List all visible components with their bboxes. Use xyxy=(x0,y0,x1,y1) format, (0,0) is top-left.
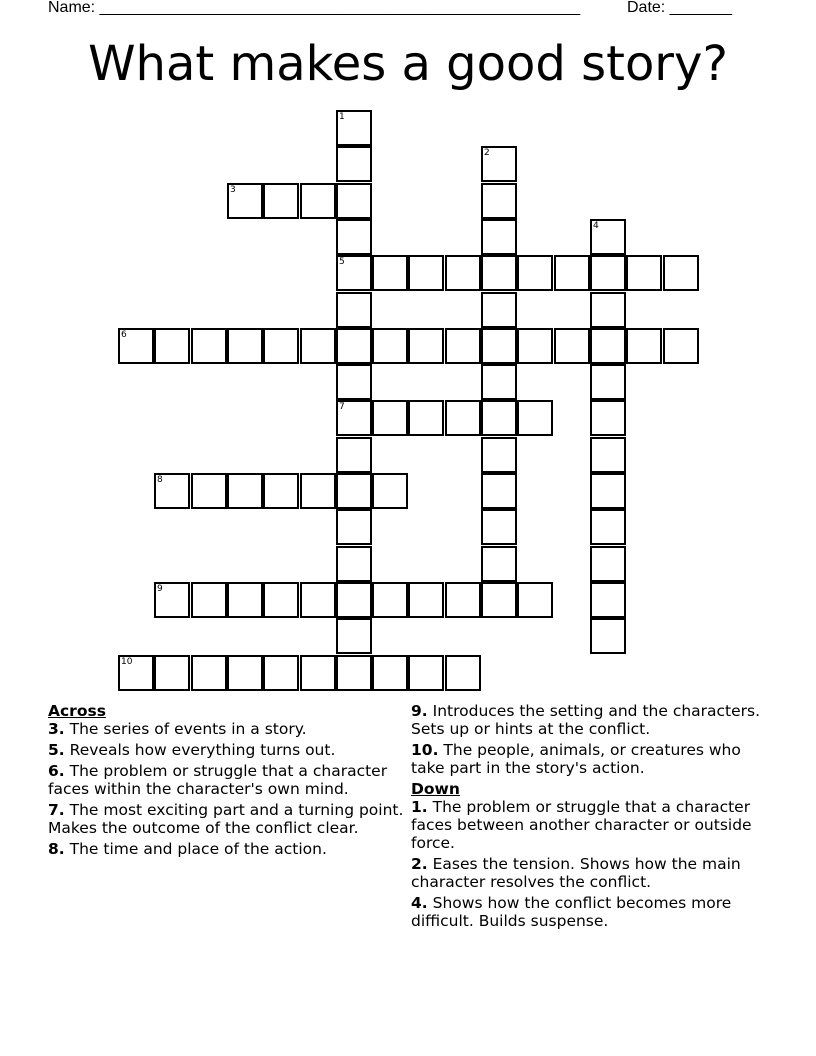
clue-number-label: 5 xyxy=(339,257,345,267)
crossword-cell[interactable] xyxy=(372,400,408,436)
crossword-cell[interactable] xyxy=(663,255,699,291)
crossword-cell[interactable] xyxy=(590,255,626,291)
crossword-cell[interactable] xyxy=(481,364,517,400)
crossword-cell[interactable] xyxy=(408,328,444,364)
crossword-cell[interactable] xyxy=(517,328,553,364)
clue-number: 8. xyxy=(48,840,65,858)
crossword-cell[interactable] xyxy=(372,582,408,618)
clue-text: Reveals how everything turns out. xyxy=(69,741,336,759)
crossword-cell[interactable] xyxy=(481,183,517,219)
crossword-cell[interactable] xyxy=(191,582,227,618)
crossword-cell[interactable] xyxy=(626,328,662,364)
clue-number-label: 4 xyxy=(593,221,599,231)
crossword-cell[interactable] xyxy=(445,400,481,436)
crossword-cell[interactable] xyxy=(154,655,190,691)
crossword-cell[interactable] xyxy=(336,618,372,654)
clue-number-label: 2 xyxy=(484,148,490,158)
clue-down-2 xyxy=(411,855,771,891)
clue-number: 5. xyxy=(48,741,65,759)
crossword-cell[interactable] xyxy=(191,473,227,509)
clue-number-label: 10 xyxy=(121,657,133,667)
crossword-cell[interactable] xyxy=(372,255,408,291)
clue-number-label: 7 xyxy=(339,402,345,412)
clue-number-label: 3 xyxy=(230,185,236,195)
crossword-cell[interactable] xyxy=(336,546,372,582)
crossword-cell[interactable] xyxy=(118,655,154,691)
crossword-cell[interactable] xyxy=(336,183,372,219)
clue-across-10 xyxy=(411,741,771,777)
clue-number: 7. xyxy=(48,801,65,819)
crossword-cell[interactable] xyxy=(481,582,517,618)
crossword-cell[interactable] xyxy=(590,400,626,436)
clue-number-label: 9 xyxy=(157,584,163,594)
crossword-cell[interactable] xyxy=(590,582,626,618)
crossword-cell[interactable] xyxy=(300,655,336,691)
clue-text: The most exciting part and a turning point. Makes the outcome of the conflict clear. xyxy=(48,801,404,837)
clue-across-8 xyxy=(48,840,406,858)
crossword-cell[interactable] xyxy=(445,255,481,291)
crossword-cell[interactable] xyxy=(227,473,263,509)
crossword-cell[interactable] xyxy=(336,292,372,328)
crossword-cell[interactable] xyxy=(590,437,626,473)
date-field-label: Date: _______ xyxy=(627,0,732,16)
clue-number: 1. xyxy=(411,798,428,816)
crossword-cell[interactable] xyxy=(554,328,590,364)
crossword-cell[interactable] xyxy=(336,400,372,436)
crossword-cell[interactable] xyxy=(336,219,372,255)
clue-down-4 xyxy=(411,894,771,930)
clue-text: The problem or struggle that a character faces within the character's own mind. xyxy=(48,762,388,798)
crossword-cell[interactable] xyxy=(481,400,517,436)
clue-text: The series of events in a story. xyxy=(69,720,307,738)
clues-right-column xyxy=(411,702,771,933)
crossword-cell[interactable] xyxy=(336,582,372,618)
crossword-cell[interactable] xyxy=(590,219,626,255)
crossword-cell[interactable] xyxy=(336,328,372,364)
crossword-cell[interactable] xyxy=(227,183,263,219)
crossword-cell[interactable] xyxy=(554,255,590,291)
crossword-cell[interactable] xyxy=(300,183,336,219)
crossword-cell[interactable] xyxy=(445,582,481,618)
crossword-cell[interactable] xyxy=(154,473,190,509)
clue-text: Shows how the conflict becomes more difficult. Builds suspense. xyxy=(411,894,732,930)
clue-down-1 xyxy=(411,798,771,852)
crossword-cell[interactable] xyxy=(336,255,372,291)
crossword-cell[interactable] xyxy=(590,364,626,400)
clue-text: Eases the tension. Shows how the main character resolves the conflict. xyxy=(411,855,741,891)
clue-number: 3. xyxy=(48,720,65,738)
clue-number: 6. xyxy=(48,762,65,780)
crossword-cell[interactable] xyxy=(300,473,336,509)
crossword-cell[interactable] xyxy=(300,582,336,618)
crossword-cell[interactable] xyxy=(626,255,662,291)
crossword-cell[interactable] xyxy=(408,655,444,691)
crossword-cell[interactable] xyxy=(590,292,626,328)
crossword-cell[interactable] xyxy=(227,655,263,691)
crossword-cell[interactable] xyxy=(191,328,227,364)
clue-across-6 xyxy=(48,762,406,798)
crossword-cell[interactable] xyxy=(445,655,481,691)
clue-number: 10. xyxy=(411,741,439,759)
crossword-cell[interactable] xyxy=(336,146,372,182)
clue-text: The people, animals, or creatures who take part in the story's action. xyxy=(411,741,741,777)
crossword-cell[interactable] xyxy=(372,655,408,691)
crossword-cell[interactable] xyxy=(372,328,408,364)
crossword-cell[interactable] xyxy=(445,328,481,364)
crossword-cell[interactable] xyxy=(663,328,699,364)
page-title: What makes a good story? xyxy=(88,36,728,92)
crossword-cell[interactable] xyxy=(481,255,517,291)
crossword-cell[interactable] xyxy=(517,582,553,618)
clue-number-label: 8 xyxy=(157,475,163,485)
crossword-cell[interactable] xyxy=(263,473,299,509)
clue-number: 9. xyxy=(411,702,428,720)
crossword-cell[interactable] xyxy=(191,655,227,691)
crossword-cell[interactable] xyxy=(154,328,190,364)
crossword-cell[interactable] xyxy=(408,255,444,291)
crossword-cell[interactable] xyxy=(227,328,263,364)
crossword-cell[interactable] xyxy=(408,582,444,618)
crossword-cell[interactable] xyxy=(481,146,517,182)
crossword-cell[interactable] xyxy=(590,328,626,364)
crossword-cell[interactable] xyxy=(590,618,626,654)
clue-across-5 xyxy=(48,741,406,759)
crossword-cell[interactable] xyxy=(336,509,372,545)
crossword-cell[interactable] xyxy=(590,546,626,582)
crossword-cell[interactable] xyxy=(336,110,372,146)
crossword-cell[interactable] xyxy=(227,582,263,618)
clue-across-7 xyxy=(48,801,406,837)
crossword-cell[interactable] xyxy=(517,255,553,291)
crossword-cell[interactable] xyxy=(263,183,299,219)
across-heading: Across xyxy=(48,702,106,720)
crossword-cell[interactable] xyxy=(590,509,626,545)
crossword-cell[interactable] xyxy=(154,582,190,618)
clue-text: The problem or struggle that a character faces between another character or outside force. xyxy=(411,798,752,852)
crossword-cell[interactable] xyxy=(336,437,372,473)
clue-number-label: 1 xyxy=(339,112,345,122)
crossword-cell[interactable] xyxy=(481,473,517,509)
crossword-cell[interactable] xyxy=(336,655,372,691)
crossword-cell[interactable] xyxy=(481,509,517,545)
clues-left-column xyxy=(48,702,406,861)
down-heading: Down xyxy=(411,780,460,798)
crossword-cell[interactable] xyxy=(263,328,299,364)
clue-number: 2. xyxy=(411,855,428,873)
crossword-cell[interactable] xyxy=(118,328,154,364)
crossword-cell[interactable] xyxy=(517,400,553,436)
crossword-cell[interactable] xyxy=(300,328,336,364)
crossword-cell[interactable] xyxy=(408,400,444,436)
clue-number-label: 6 xyxy=(121,330,127,340)
clue-text: Introduces the setting and the characters. Sets up or hints at the conflict. xyxy=(411,702,761,738)
crossword-cell[interactable] xyxy=(336,473,372,509)
crossword-cell[interactable] xyxy=(590,473,626,509)
crossword-cell[interactable] xyxy=(481,219,517,255)
clue-text: The time and place of the action. xyxy=(69,840,327,858)
crossword-cell[interactable] xyxy=(481,292,517,328)
crossword-cell[interactable] xyxy=(263,655,299,691)
clue-number: 4. xyxy=(411,894,428,912)
crossword-cell[interactable] xyxy=(263,582,299,618)
crossword-cell[interactable] xyxy=(372,473,408,509)
clue-across-3 xyxy=(48,720,406,738)
clue-across-9 xyxy=(411,702,771,738)
crossword-cell[interactable] xyxy=(481,546,517,582)
crossword-cell[interactable] xyxy=(481,328,517,364)
name-field-label: Name: ______________________________________________________ xyxy=(48,0,581,16)
crossword-cell[interactable] xyxy=(481,437,517,473)
crossword-cell[interactable] xyxy=(336,364,372,400)
